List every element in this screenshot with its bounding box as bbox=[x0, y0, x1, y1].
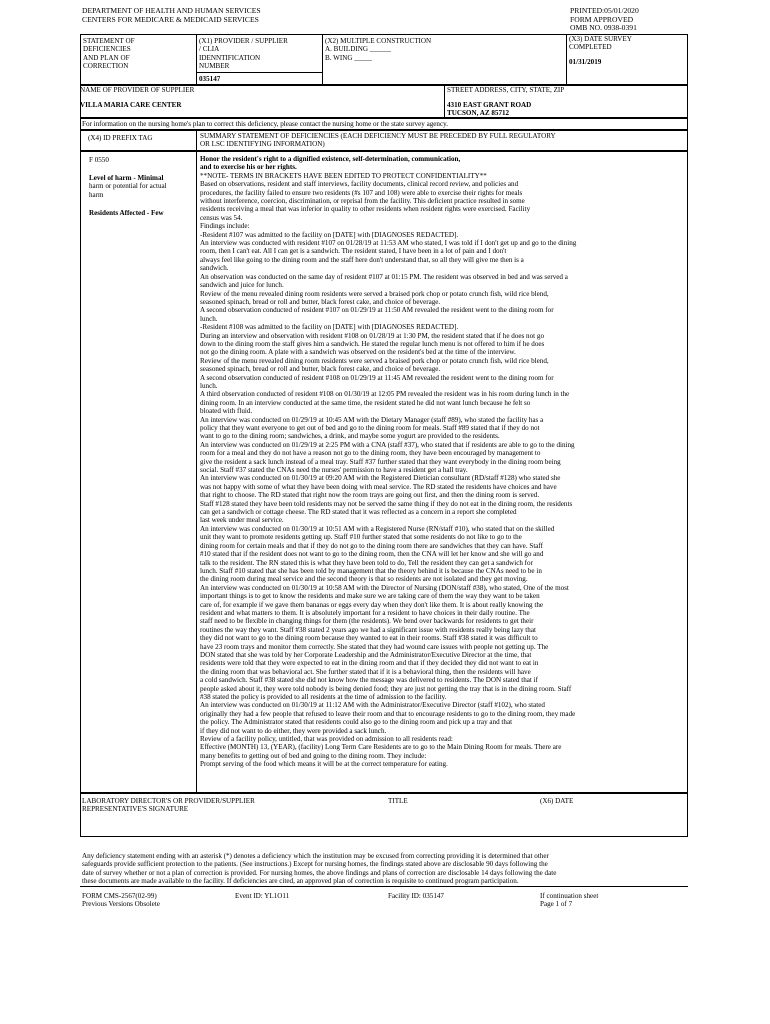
deficiency-heading-1: Honor the resident's right to a dignified existence, self-determination, communication, bbox=[200, 155, 461, 163]
statement-of-deficiencies bbox=[83, 37, 135, 71]
deficiency-line: Staff #128 stated they have been told residents may not be served the same thing if they do not eat in the dining room, the residents bbox=[200, 499, 573, 508]
deficiency-line: many benefits to getting out of bed and going to the dining room. They include: bbox=[200, 751, 427, 760]
level-of-harm bbox=[89, 174, 194, 199]
lab-line-2: REPRESENTATIVE'S SIGNATURE bbox=[82, 805, 189, 814]
x4-prefix-tag-header: (X4) ID PREFIX TAG bbox=[88, 134, 153, 142]
summary-line-1: SUMMARY STATEMENT OF DEFICIENCIES (EACH DEFICIENCY MUST BE PRECEDED BY FULL REGULATORY bbox=[200, 132, 556, 140]
deficiency-line: lunch. bbox=[200, 381, 218, 390]
form-footer bbox=[82, 892, 160, 909]
x3-line-1: (X3) DATE SURVEY bbox=[569, 35, 632, 43]
deficiency-line: seasoned spinach, bread or roll and butter, black forest cake, and choice of beverage. bbox=[200, 297, 441, 306]
page-number: Page 1 of 7 bbox=[540, 900, 573, 909]
deficiency-line: -Resident #108 was admitted to the facility on [DATE] with [DIAGNOSES REDACTED]. bbox=[200, 323, 459, 332]
x3-value: 01/31/2019 bbox=[569, 58, 602, 66]
deficiency-line: unit they want to promote residents getting up. Staff #10 further stated that some residents do not like to go to the bbox=[200, 533, 522, 542]
deficiency-line: lunch. Staff #10 stated that she has been told by management that the theory behind it is because the CNAs need to be in bbox=[200, 566, 542, 575]
deficiency-line: Effective (MONTH) 13, (YEAR), (facility) Long Term Care Residents are to go to the Main Dining Room for meals. There are bbox=[200, 743, 562, 752]
info-line: For information on the nursing home's plan to correct this deficiency, please contact the nursing home or the state survey agency. bbox=[82, 120, 448, 128]
deficiency-text bbox=[200, 155, 686, 769]
x1-line-2: / CLIA bbox=[199, 45, 220, 54]
deficiency-line: #38 stated the policy is provided to all residents at the time of admission to the facility. bbox=[200, 693, 447, 701]
disclaimer-line-2: safeguards provide sufficient protection to the patients. (See instructions.) Except for nursing homes, the findings stated above are disclosable 90 days following the bbox=[82, 860, 548, 869]
residents-affected: Residents Affected - Few bbox=[89, 209, 164, 217]
event-id: Event ID: YL1O11 bbox=[235, 892, 290, 900]
deficiency-line: An interview was conducted on 01/30/19 at 10:58 AM with the Director of Nursing (DON/staff #38), who stated, One of the most bbox=[200, 583, 569, 592]
lab-director-signature-label bbox=[82, 797, 255, 814]
deficiency-line: dining room for certain meals and that if they do not go to the dining room there are sandwiches that they can have. Staff bbox=[200, 541, 544, 550]
deficiency-line: bloated with fluid. bbox=[200, 407, 253, 416]
statement-line-3: AND PLAN OF bbox=[83, 53, 130, 62]
deficiency-line: not go the dining room. A plate with a sandwich was observed on the resident's bed at the time of the interview. bbox=[200, 348, 516, 357]
deficiency-line: **NOTE- TERMS IN BRACKETS HAVE BEEN EDITED TO PROTECT CONFIDENTIALITY** bbox=[200, 171, 487, 180]
deficiency-line: seasoned spinach, bread or roll and butter, black forest cake, and choice of beverage. bbox=[200, 365, 441, 374]
harm-line-1: Level of harm - Minimal bbox=[89, 174, 164, 182]
deficiency-line: room for a meal and they do not have a reason not go to the dining room, they have been encouraged by management to bbox=[200, 449, 541, 458]
deficiency-line: people asked about it, they were told nobody is being denied food; they are just not getting the tray that is in the dining room. Staff bbox=[200, 684, 572, 693]
deficiency-line: residents receiving a meal that was inferior in quality to other residents when resident rights were exercised. Facility bbox=[200, 205, 531, 214]
deficiency-line: staff need to be flexible in changing things for them (the residents). We bend over backwards for residents to get their bbox=[200, 617, 534, 626]
form-number: FORM CMS-2567(02-99) bbox=[82, 892, 157, 900]
x1-line-3: IDENNTIFICATION bbox=[199, 53, 261, 62]
deficiency-line: An interview was conducted on 01/29/19 at 10:45 AM with the Dietary Manager (staff #89), who stated the facility has a bbox=[200, 415, 544, 424]
deficiency-line: A second observation conducted of resident #108 on 01/29/19 at 11:45 AM revealed the resident went to the dining room for bbox=[200, 373, 554, 382]
deficiency-line: care of, for example if we gave them bananas or eggs every day when they don't like them. It is about really knowing the bbox=[200, 600, 544, 609]
deficiency-line: can get a sandwich or cottage cheese. The RD stated that it was reflected as a concern in a report she completed bbox=[200, 508, 517, 517]
deficiency-line: Based on observations, resident and staff interviews, facility documents, clinical record review, and policies and bbox=[200, 180, 519, 189]
harm-line-3: harm bbox=[89, 190, 104, 199]
deficiency-line: room, then I can't eat. All I can get is a sandwich. The resident stated, I have been in a lot of pain and I don't bbox=[200, 247, 507, 256]
deficiency-line: Review of a facility policy, untitled, that was provided on admission to all residents read: bbox=[200, 735, 453, 744]
deficiency-line: Review of the menu revealed dining room residents were served a braised pork chop or potato crunch fish, wild rice blend, bbox=[200, 356, 549, 365]
address-label: STREET ADDRESS, CITY, STATE, ZIP bbox=[447, 86, 565, 94]
continuation-sheet: If continuation sheet bbox=[540, 892, 599, 900]
deficiency-line: An interview was conducted on 01/29/19 at 2:25 PM with a CNA (staff #37), who stated that if residents are able to go to the dining bbox=[200, 440, 575, 449]
disclaimer-line-3: date of survey whether or not a plan of correction is provided. For nursing homes, the above findings and plans of correction are disclosable 14 days following the date bbox=[82, 868, 557, 877]
deficiency-line: important things is to get to know the residents and make sure we are taking care of them the way they want to be taken bbox=[200, 592, 540, 601]
deficiency-line: routines the way they want. Staff #38 stated 2 years ago we had a significant issue with residents really being lazy that bbox=[200, 625, 536, 634]
deficiency-line: lunch. bbox=[200, 314, 218, 323]
deficiency-line: Prompt serving of the food which means it will be at the correct temperature for eating. bbox=[200, 760, 448, 769]
deficiency-line: A second observation conducted of resident #107 on 01/29/19 at 11:50 AM revealed the resident went to the dining room for bbox=[200, 306, 554, 315]
deficiency-line: if they did not want to do either, they were provided a sack lunch. bbox=[200, 726, 387, 735]
deficiency-line: policy that they want everyone to get out of bed and go to the dining room for meals. Staff #89 stated that if they do not bbox=[200, 424, 540, 432]
tag-code: F 0550 bbox=[89, 156, 109, 164]
disclaimer bbox=[82, 852, 688, 886]
deficiency-line: census was 54. bbox=[200, 213, 243, 222]
deficiency-line: without interference, coercion, discrimination, or reprisal from the facility. This deficient practice resulted in some bbox=[200, 197, 525, 206]
deficiency-line: a cold sandwich. Staff #38 stated she did not know how the message was delivered to residents. The DON stated that if bbox=[200, 676, 538, 685]
deficiency-line: last week under meal service. bbox=[200, 516, 284, 525]
deficiency-line: During an interview and observation with resident #108 on 01/28/19 at 1:30 PM, the resident stated that if he does not go bbox=[200, 331, 544, 340]
agency-line-2: CENTERS FOR MEDICARE & MEDICAID SERVICES bbox=[82, 14, 259, 24]
deficiency-line: resident and what matters to them. It is absolutely important for a resident to have choices in their daily routine. The bbox=[200, 608, 530, 617]
x2-line-1: (X2) MULTIPLE CONSTRUCTION bbox=[325, 37, 432, 45]
facility-id: Facility ID: 035147 bbox=[388, 892, 444, 900]
x1-line-4: NUMBER bbox=[199, 62, 230, 71]
deficiency-line: An interview was conducted on 01/30/19 at 11:12 AM with the Administrator/Executive Director (staff #102), who stated bbox=[200, 701, 545, 710]
x1-line-1: (X1) PROVIDER / SUPPLIER bbox=[199, 37, 288, 45]
deficiency-line: they did not want to go to the dining room because they wanted to eat in their rooms. Staff #38 stated it was difficult to bbox=[200, 634, 538, 643]
deficiency-line: sandwich. bbox=[200, 264, 229, 273]
deficiency-line: An interview was conducted on 01/30/19 at 10:51 AM with a Registered Nurse (RN/staff #10), who stated that on the skilled bbox=[200, 524, 555, 533]
deficiency-line: Findings include: bbox=[200, 222, 250, 231]
deficiency-line: social. Staff #37 stated the CNAs need the nurses' permission to have a resident get a hall tray. bbox=[200, 466, 468, 475]
deficiency-line: was not happy with some of what they have been doing with meal service. The RD stated the residents have choices and have bbox=[200, 482, 557, 491]
disclaimer-line-1: Any deficiency statement ending with an asterisk (*) denotes a deficiency which the institution may be excused from correcting providing it is determined that other bbox=[82, 852, 549, 860]
form-approval-header bbox=[570, 7, 639, 33]
deficiency-line: residents were told that they were expected to eat in the dining room and that if they decided they did not want to eat in bbox=[200, 659, 539, 668]
deficiency-line: have 23 room trays and monitor them correctly. She stated that they had wound care issues with people not getting up. The bbox=[200, 642, 549, 651]
printed-date: PRINTED:05/01/2020 bbox=[570, 6, 639, 15]
deficiency-line: the dining room during meal service and the second theory is that so residents are not isolated and they get moving. bbox=[200, 575, 528, 584]
deficiency-line: An interview was conducted on 01/30/19 at 09:20 AM with the Registered Dietician consultant (RD/staff #128) who stated she bbox=[200, 474, 561, 483]
x6-date-label: (X6) DATE bbox=[540, 797, 574, 805]
deficiency-line: procedures, the facility failed to ensure two residents (#s 107 and 108) were able to exercise their rights for meals bbox=[200, 188, 523, 197]
deficiency-line: #10 stated that if the resident does not want to go to the dining room, then the CNA will let her know and she will go and bbox=[200, 550, 544, 559]
provider-label: NAME OF PROVIDER OF SUPPLIER bbox=[80, 86, 195, 94]
x2-line-3: B. WING _____ bbox=[325, 53, 372, 62]
deficiency-line: always feel like going to the dining room and the staff here don't understand that, so all they will give me then is a bbox=[200, 255, 524, 264]
x2-line-2: A. BUILDING ______ bbox=[325, 45, 392, 54]
deficiency-heading-2: and to exercise his or her rights. bbox=[200, 163, 297, 172]
deficiency-line: -Resident #107 was admitted to the facility on [DATE] with [DIAGNOSES REDACTED]. bbox=[200, 230, 459, 239]
summary-line-2: OR LSC IDENTIFYING INFORMATION) bbox=[200, 140, 325, 149]
disclaimer-line-4: these documents are made available to the facility. If deficiencies are cited, an approved plan of correction is requisite to continued program participation. bbox=[82, 877, 519, 886]
deficiency-line: the dining room that was behavioral act. She further stated that if it is a behavioral thing, then the residents will have bbox=[200, 667, 531, 676]
deficiency-line: An interview was conducted with resident #107 on 01/28/19 at 11:53 AM who stated, I was told if I don't get up and go to the dining bbox=[200, 239, 577, 248]
deficiency-line: that right to choose. The RD stated that right now the room trays are going out first, and then the dining room is served. bbox=[200, 491, 540, 500]
address-line-2: TUCSON, AZ 85712 bbox=[447, 109, 510, 117]
lab-line-1: LABORATORY DIRECTOR'S OR PROVIDER/SUPPLIER bbox=[82, 797, 255, 805]
x3-date-survey bbox=[569, 35, 632, 52]
deficiency-line: want to go to the dining room; sandwiches, a drink, and maybe some yogurt are provided to the residents. bbox=[200, 432, 500, 441]
deficiency-line: give the resident a sack lunch instead of a meal tray. Staff #37 further stated that they want everybody in the dining room being bbox=[200, 457, 561, 466]
continuation-info bbox=[540, 892, 598, 909]
statement-line-4: CORRECTION bbox=[83, 62, 129, 71]
deficiency-line: sandwich and juice for lunch. bbox=[200, 281, 284, 290]
deficiency-line: A third observation conducted of resident #108 on 01/30/19 at 12:05 PM revealed the resident was in his room during lunch in the bbox=[200, 390, 570, 399]
deficiency-line: dining room. In an interview conducted at the same time, the resident stated he did not want lunch because he felt so bbox=[200, 398, 531, 407]
deficiency-lines bbox=[200, 172, 686, 769]
x1-provider-id bbox=[199, 37, 288, 71]
deficiency-line: talk to the resident. The RN stated this is what they have been told to do, Tell the resident they can get a sandwich for bbox=[200, 558, 533, 567]
x1-value: 035147 bbox=[199, 75, 221, 83]
provider-name: VILLA MARIA CARE CENTER bbox=[80, 101, 182, 109]
deficiency-line: the policy. The Administrator stated that residents could also go to the dining room and pick up a tray and that bbox=[200, 718, 513, 727]
statement-line-1: STATEMENT OF bbox=[83, 37, 135, 45]
deficiency-line: DON stated that she was told by her Corporate Leadership and the Administrator/Executive Director at the time, that bbox=[200, 650, 532, 659]
x3-line-2: COMPLETED bbox=[569, 43, 612, 52]
form-approved: FORM APPROVED bbox=[570, 14, 634, 24]
agency-line-1: DEPARTMENT OF HEALTH AND HUMAN SERVICES bbox=[82, 6, 261, 15]
summary-header bbox=[200, 132, 556, 149]
title-label: TITLE bbox=[388, 797, 408, 805]
deficiency-line: originally they had a few people that refused to leave their room and that to encourage residents to go to the dining room, they made bbox=[200, 709, 576, 718]
statement-line-2: DEFICIENCIES bbox=[83, 45, 131, 54]
address-line-1: 4310 EAST GRANT ROAD bbox=[447, 101, 532, 109]
omb-number: OMB NO. 0938-0391 bbox=[570, 23, 637, 33]
deficiency-line: down to the dining room the staff gives him a sandwich. He stated the regular lunch menu is not offered to him if he does bbox=[200, 339, 545, 348]
agency-header bbox=[82, 7, 261, 24]
previous-versions: Previous Versions Obsolete bbox=[82, 900, 160, 909]
harm-line-2: harm or potential for actual bbox=[89, 182, 167, 191]
x2-multiple-construction bbox=[325, 37, 431, 62]
deficiency-line: Review of the menu revealed dining room residents were served a braised pork chop or potato crunch fish, wild rice blend, bbox=[200, 289, 549, 298]
deficiency-line: An observation was conducted on the same day of resident #107 at 01:15 PM. The resident was observed in bed and was served a bbox=[200, 272, 568, 281]
